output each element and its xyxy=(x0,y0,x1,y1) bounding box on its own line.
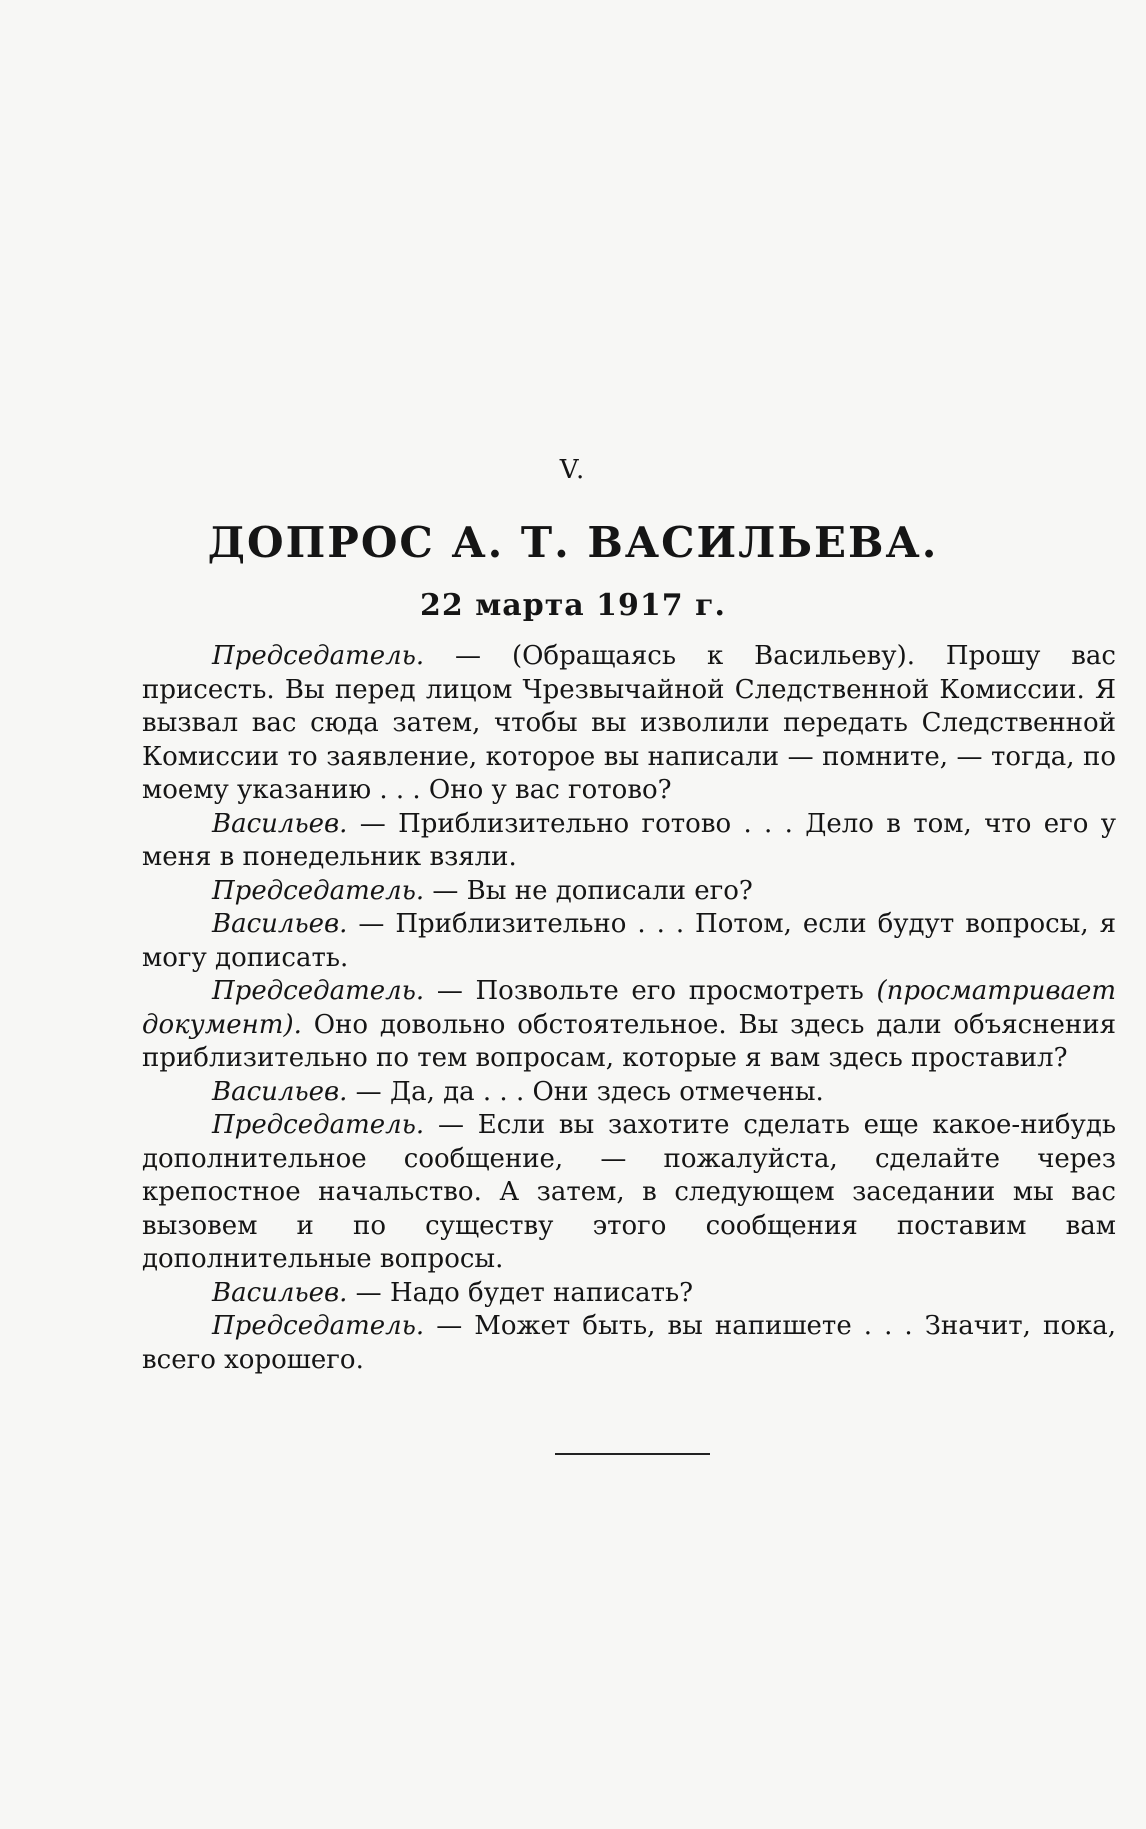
dialogue-text: — (Обращаясь к Васильеву). Прошу вас присесть. Вы перед лицом Чрезвычайной Следственной Комиссии. Я вызвал вас сюда затем, чтобы вы изволили передать Следственной Комиссии то заявление, которое вы написали — помните, — тогда, по моему указанию . . . Оно у вас готово? xyxy=(142,641,1116,805)
dialogue-paragraph xyxy=(142,808,1116,875)
dialogue-text: — Приблизительно . . . Потом, если будут вопросы, я могу дописать. xyxy=(142,909,1116,973)
speaker-label: Председатель. xyxy=(212,875,425,906)
dialogue-text: — Приблизительно готово . . . Дело в том, что его у меня в понедельник взяли. xyxy=(142,808,1116,872)
dialogue-text: — Надо будет написать? xyxy=(347,1277,694,1308)
end-divider xyxy=(555,1453,710,1455)
dialogue-paragraph xyxy=(142,1076,1116,1110)
speaker-label: Васильев. xyxy=(212,1076,348,1107)
stage-direction: (просматривает документ). xyxy=(142,976,1116,1040)
dialogue-text: — Позвольте его просмотреть xyxy=(424,976,877,1006)
dialogue-text: — Если вы захотите сделать еще какое-нибудь дополнительное сообщение, — пожалуйста, сделайте через крепостное начальство. А затем, в следующем заседании мы вас вызовем и по существу этого сообщения поставим вам дополнительные вопросы. xyxy=(142,1110,1116,1274)
speaker-label: Васильев. xyxy=(212,1277,348,1308)
dialogue-text: — Вы не дописали его? xyxy=(424,875,753,906)
transcript-body xyxy=(142,640,1116,1377)
speaker-label: Председатель. xyxy=(212,976,425,1006)
dialogue-paragraph xyxy=(142,1109,1116,1277)
speaker-label: Васильев. xyxy=(212,909,348,939)
dialogue-paragraph xyxy=(142,640,1116,808)
dialogue-text: — Может быть, вы напишете . . . Значит, пока, всего хорошего. xyxy=(142,1311,1116,1375)
speaker-label: Васильев. xyxy=(212,808,348,839)
speaker-label: Председатель. xyxy=(212,1110,425,1140)
date-subtitle: 22 марта 1917 г. xyxy=(420,588,726,623)
dialogue-text: — Да, да . . . Они здесь отмечены. xyxy=(347,1076,824,1107)
dialogue-paragraph xyxy=(142,1310,1116,1377)
dialogue-text: Оно довольно обстоятельное. Вы здесь дали объяснения приблизительно по тем вопросам, которые я вам здесь проставил? xyxy=(142,1009,1116,1073)
speaker-label: Председатель. xyxy=(212,641,425,671)
section-number: V. xyxy=(559,455,587,485)
dialogue-paragraph xyxy=(142,875,1116,909)
page-title: ДОПРОС А. Т. ВАСИЛЬЕВА. xyxy=(207,518,939,567)
speaker-label: Председатель. xyxy=(212,1311,425,1341)
dialogue-paragraph xyxy=(142,975,1116,1076)
dialogue-paragraph xyxy=(142,908,1116,975)
dialogue-paragraph xyxy=(142,1277,1116,1311)
